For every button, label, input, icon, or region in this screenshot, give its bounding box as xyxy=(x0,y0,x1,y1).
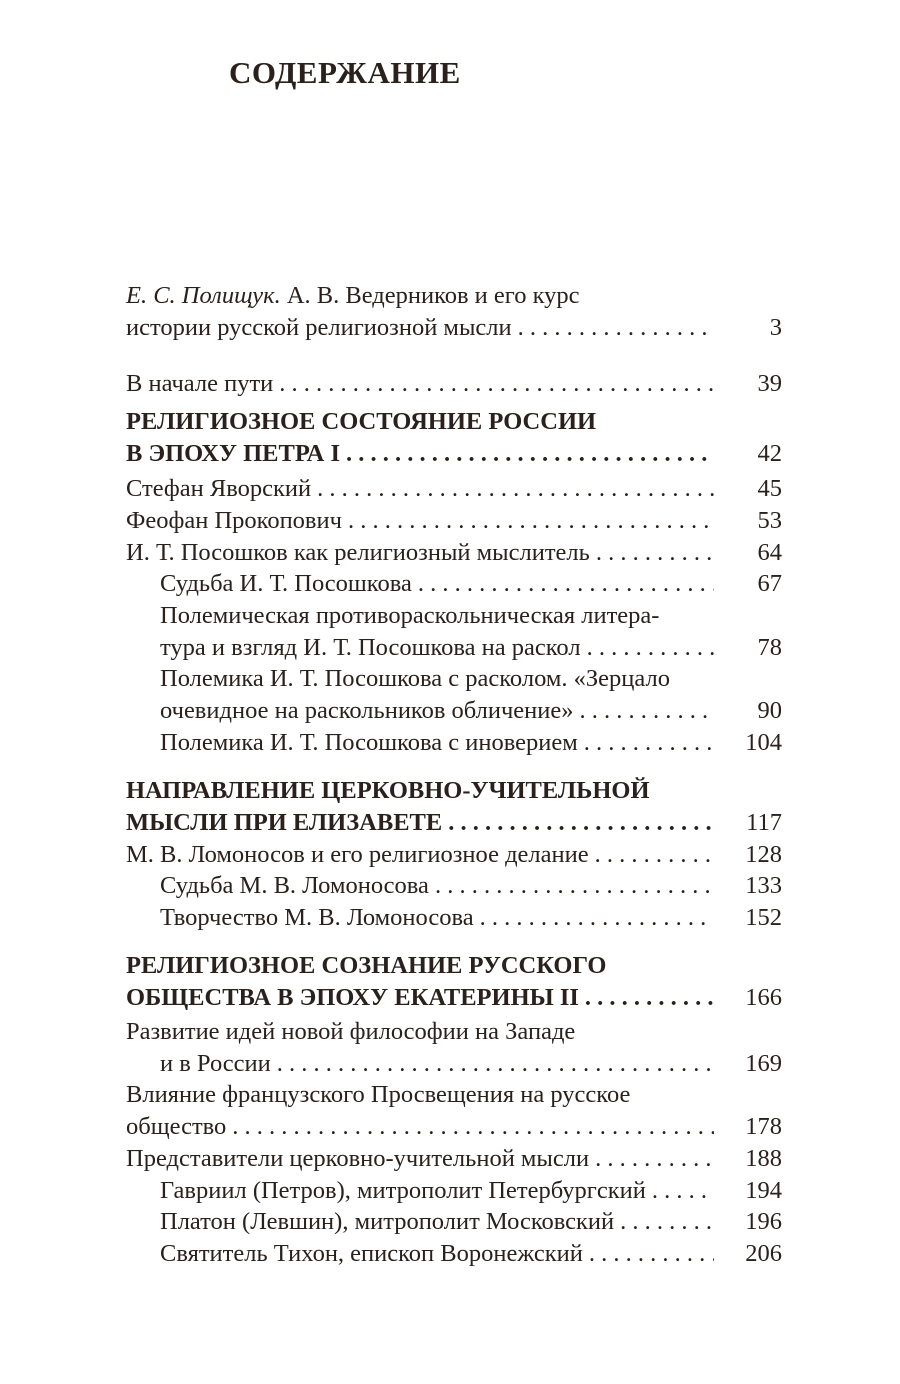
toc-page-number: 42 xyxy=(757,440,782,467)
toc-entry[interactable] xyxy=(126,368,782,400)
toc-leader xyxy=(160,632,714,664)
toc-page-number: 169 xyxy=(745,1050,782,1077)
toc-section-title: МЫСЛИ ПРИ ЕЛИЗАВЕТЕ xyxy=(126,807,448,839)
toc-page-number: 67 xyxy=(757,570,782,597)
toc-page-number: 90 xyxy=(757,697,782,724)
toc-subentry[interactable] xyxy=(160,1206,782,1238)
toc-entry[interactable] xyxy=(126,1079,782,1143)
toc-leader xyxy=(160,695,714,727)
toc-author: Е. С. Полищук. xyxy=(126,282,281,309)
page-title: СОДЕРЖАНИЕ xyxy=(229,55,461,90)
toc-subentry[interactable] xyxy=(160,1238,782,1270)
toc-page-number: 196 xyxy=(745,1208,782,1235)
toc-entry[interactable] xyxy=(126,839,782,871)
toc-entry-title: Представители церковно-учительной мысли xyxy=(126,1143,595,1175)
toc-entry-title: Развитие идей новой философии на Западе xyxy=(126,1018,576,1045)
toc-section-title: НАПРАВЛЕНИЕ ЦЕРКОВНО-УЧИТЕЛЬНОЙ xyxy=(126,777,650,804)
toc-section-title: В ЭПОХУ ПЕТРА I xyxy=(126,438,346,470)
toc-leader xyxy=(160,727,714,759)
toc-entry-title: Святитель Тихон, епископ Воронежский xyxy=(160,1238,589,1270)
toc-entry-foreword[interactable] xyxy=(126,280,782,344)
toc-page-number: 133 xyxy=(745,872,782,899)
toc-entry-title: Судьба И. Т. Посошкова xyxy=(160,568,418,600)
toc-subentry[interactable] xyxy=(160,600,782,664)
toc-page-number: 166 xyxy=(745,984,782,1011)
toc-leader xyxy=(126,505,714,537)
toc-subentry[interactable] xyxy=(160,902,782,934)
toc-leader xyxy=(126,807,714,839)
toc-leader xyxy=(126,1111,714,1143)
toc-leader xyxy=(160,902,714,934)
toc-leader xyxy=(126,438,714,470)
toc-entry-title: В начале пути xyxy=(126,368,279,400)
toc-page-number: 78 xyxy=(757,634,782,661)
toc-page-number: 45 xyxy=(757,475,782,502)
toc-entry-title: Феофан Прокопович xyxy=(126,505,348,537)
toc-entry-title: Полемика И. Т. Посошкова с иноверием xyxy=(160,727,584,759)
toc-page-number: 104 xyxy=(745,729,782,756)
toc-entry[interactable] xyxy=(126,537,782,569)
toc-page-number: 206 xyxy=(745,1240,782,1267)
toc-section-title: ОБЩЕСТВА В ЭПОХУ ЕКАТЕРИНЫ II xyxy=(126,982,585,1014)
toc-entry-line xyxy=(126,280,782,312)
toc-entry-title: Полемика И. Т. Посошкова с расколом. «Зерцало xyxy=(160,665,670,692)
toc-page-number: 178 xyxy=(745,1113,782,1140)
toc-leader xyxy=(160,1048,714,1080)
toc-entry-title: Гавриил (Петров), митрополит Петербургский xyxy=(160,1175,652,1207)
toc-section[interactable] xyxy=(126,775,782,839)
toc-page-number: 39 xyxy=(757,370,782,397)
toc-page-number: 188 xyxy=(745,1145,782,1172)
toc-section-title: РЕЛИГИОЗНОЕ СОЗНАНИЕ РУССКОГО xyxy=(126,952,607,979)
toc-section-title: РЕЛИГИОЗНОЕ СОСТОЯНИЕ РОССИИ xyxy=(126,408,597,435)
toc-entry-title: Судьба М. В. Ломоносова xyxy=(160,870,435,902)
toc-entry-title: М. В. Ломоносов и его религиозное делание xyxy=(126,839,595,871)
toc-entry-title: и в России xyxy=(160,1048,277,1080)
toc-entry[interactable] xyxy=(126,473,782,505)
toc-leader xyxy=(160,568,714,600)
toc-entry-title: Стефан Яворский xyxy=(126,473,317,505)
toc-leader xyxy=(160,1175,714,1207)
toc-leader xyxy=(160,1206,714,1238)
toc-subentry[interactable] xyxy=(160,727,782,759)
toc-entry-title: И. Т. Посошков как религиозный мыслитель xyxy=(126,537,596,569)
toc-entry-title: Влияние французского Просвещения на русское xyxy=(126,1081,631,1108)
toc-page-number: 64 xyxy=(757,539,782,566)
toc-leader xyxy=(160,1238,714,1270)
toc-leader xyxy=(126,312,714,344)
toc-entry[interactable] xyxy=(126,505,782,537)
toc-leader xyxy=(126,982,714,1014)
toc-entry-title: Платон (Левшин), митрополит Московский xyxy=(160,1206,620,1238)
toc-entry-title: Полемическая противораскольническая литера- xyxy=(160,602,660,629)
toc-entry-title: А. В. Ведерников и его курс xyxy=(280,282,580,309)
toc-section[interactable] xyxy=(126,406,782,470)
toc-entry-title: истории русской религиозной мысли xyxy=(126,312,518,344)
toc-subentry[interactable] xyxy=(160,663,782,727)
toc-page-number: 152 xyxy=(745,904,782,931)
toc-page-number: 53 xyxy=(757,507,782,534)
toc-leader xyxy=(126,1143,714,1175)
toc-entry[interactable] xyxy=(126,1016,782,1080)
toc-page-number: 128 xyxy=(745,841,782,868)
toc-entry[interactable] xyxy=(126,1143,782,1175)
toc-page-number: 117 xyxy=(746,809,782,836)
toc-entry-title: общество xyxy=(126,1111,232,1143)
toc-subentry[interactable] xyxy=(160,568,782,600)
toc-leader xyxy=(160,870,714,902)
toc-entry-title: очевидное на раскольников обличение» xyxy=(160,695,580,727)
toc-page-number: 194 xyxy=(745,1177,782,1204)
toc-section[interactable] xyxy=(126,950,782,1014)
toc-subentry[interactable] xyxy=(160,1175,782,1207)
toc-entry-title: Творчество М. В. Ломоносова xyxy=(160,902,480,934)
toc-subentry[interactable] xyxy=(160,870,782,902)
toc-leader xyxy=(126,368,714,400)
toc-page-number: 3 xyxy=(769,314,782,341)
toc-entry-title: тура и взгляд И. Т. Посошкова на раскол xyxy=(160,632,587,664)
toc-leader xyxy=(126,839,714,871)
toc-leader xyxy=(126,537,714,569)
toc-leader xyxy=(126,473,714,505)
